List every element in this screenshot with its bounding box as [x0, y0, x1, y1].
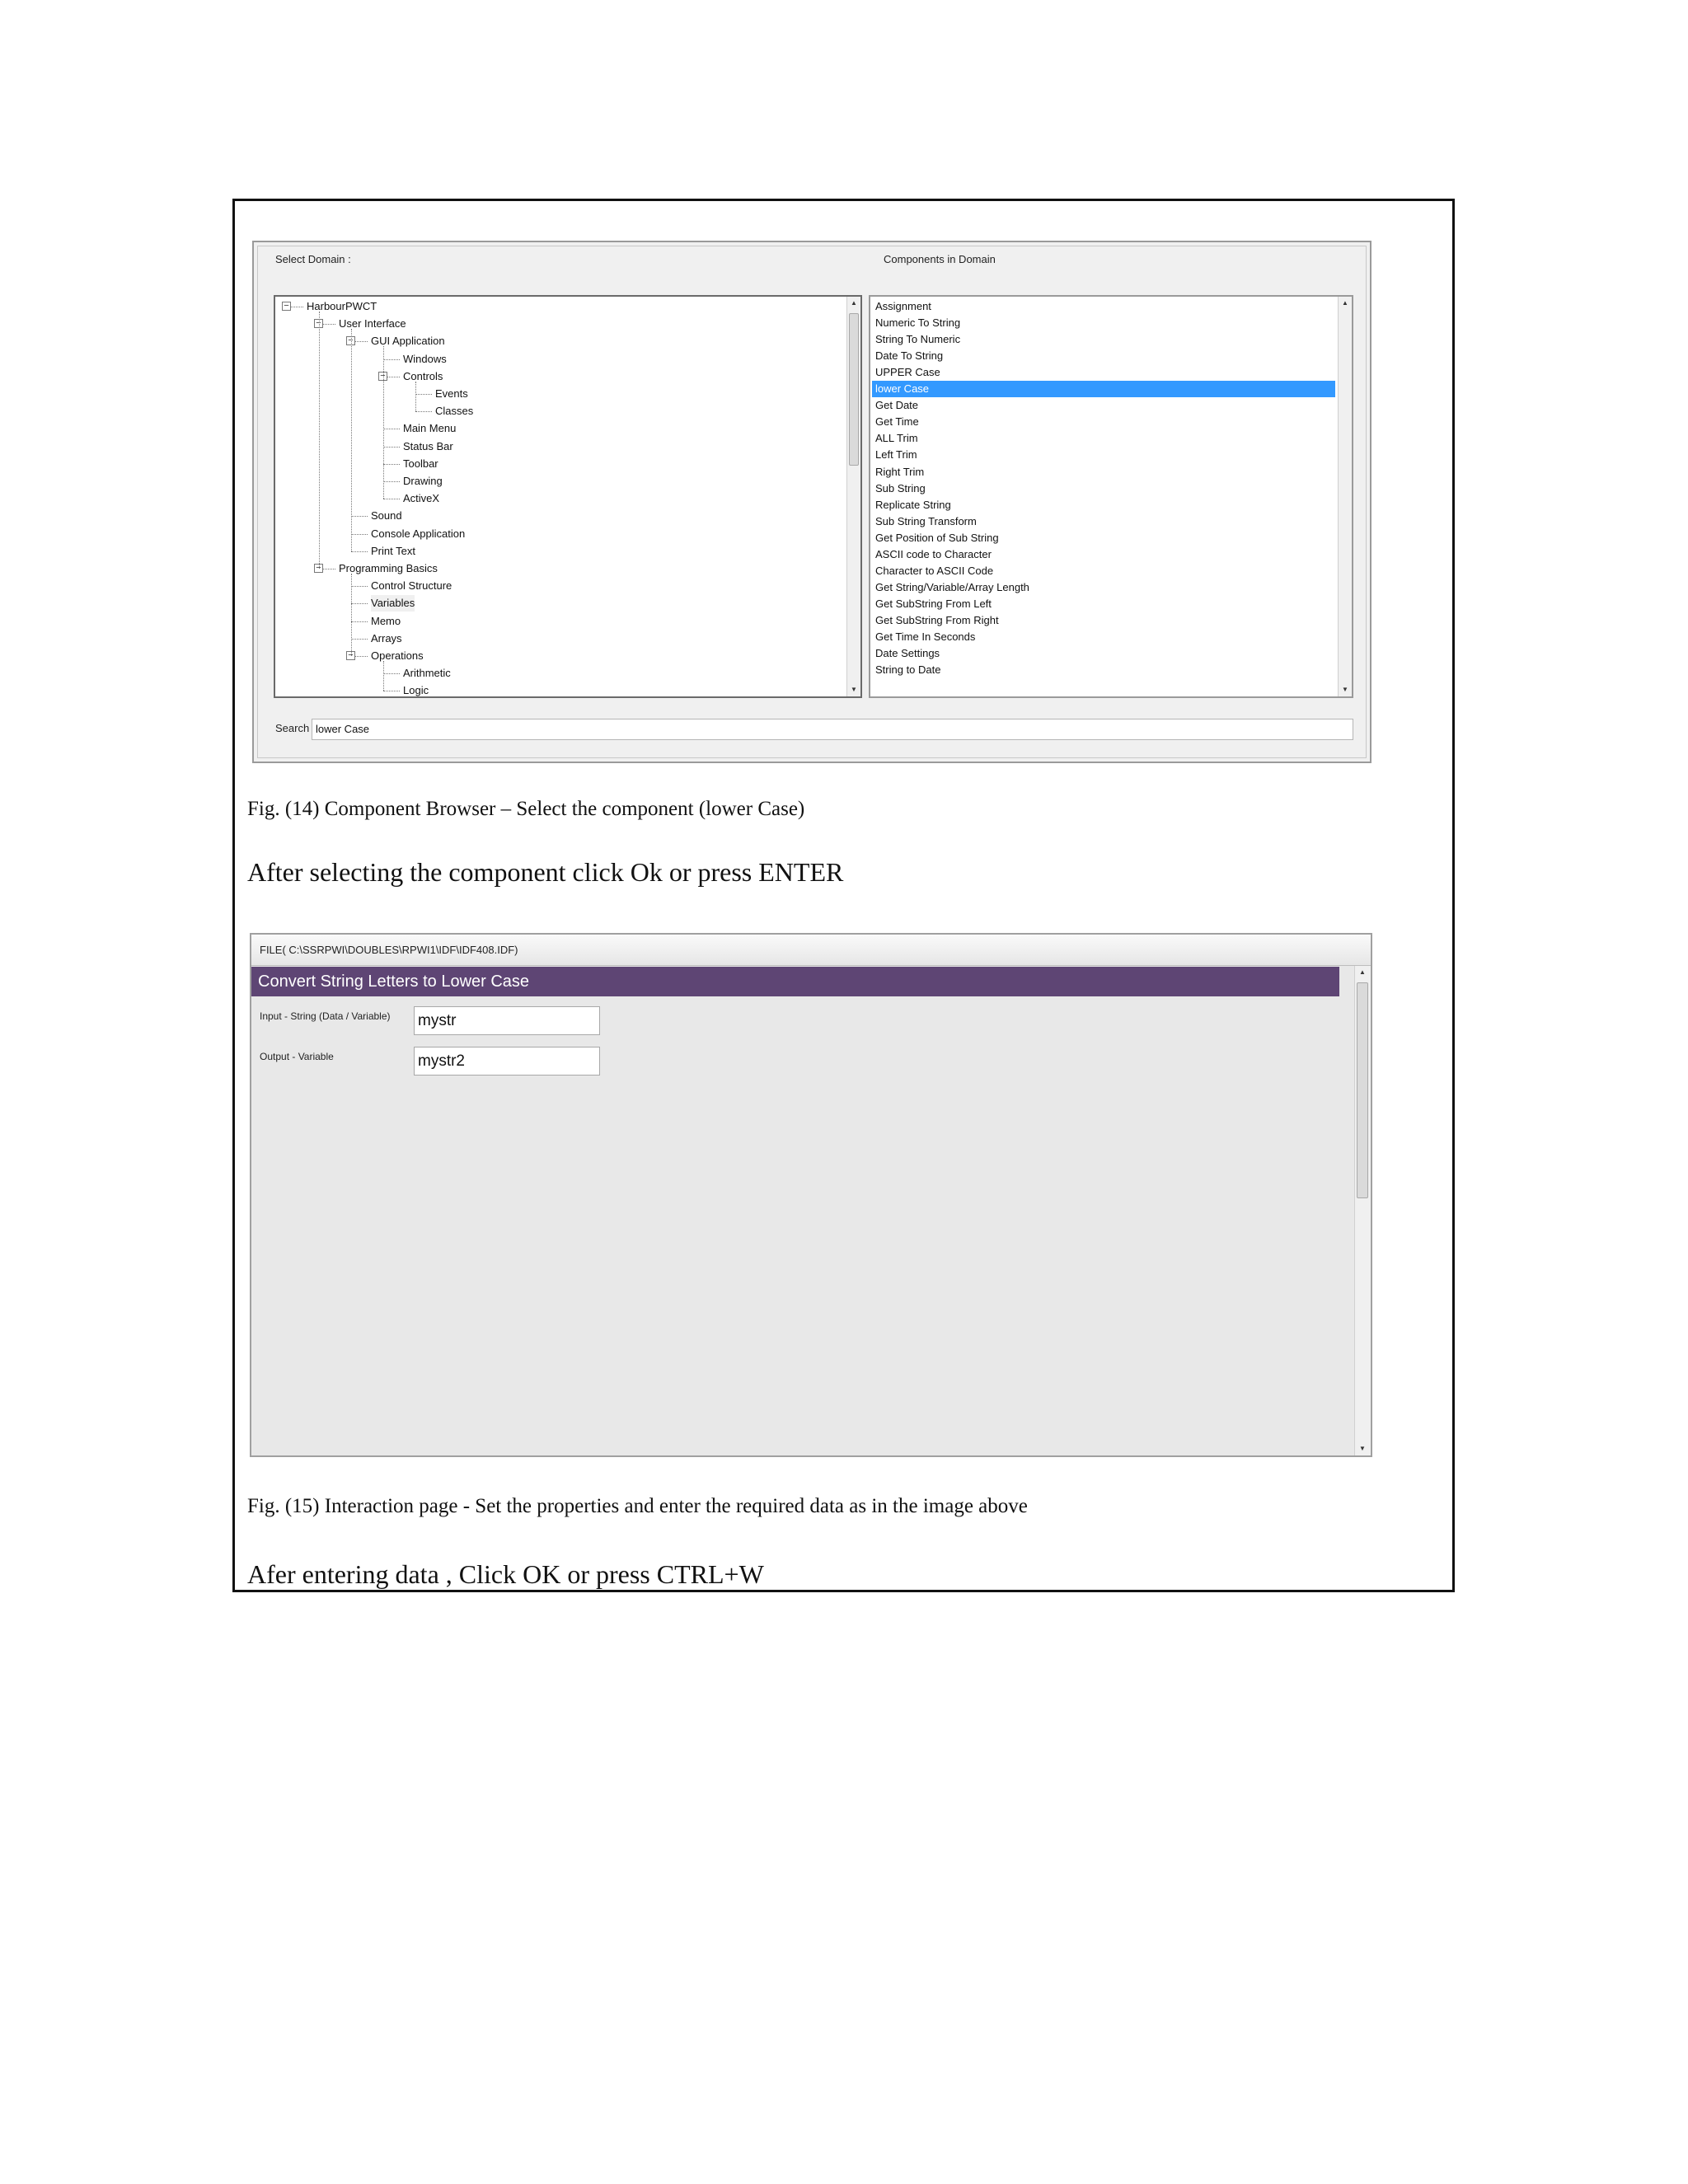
tree-scroll-thumb[interactable]: [849, 313, 859, 466]
tree-guide-line: [351, 574, 352, 656]
tree-connector: [351, 621, 368, 622]
tree-node-label: Arithmetic: [403, 667, 451, 680]
dialog-scroll-thumb[interactable]: [1357, 982, 1368, 1198]
tree-connector: [383, 464, 400, 465]
tree-connector: [383, 447, 400, 448]
minus-box-icon[interactable]: −: [346, 336, 355, 345]
component-list-item[interactable]: Replicate String: [875, 498, 951, 511]
minus-box-icon[interactable]: −: [282, 302, 291, 311]
arrow-down-icon[interactable]: ▼: [851, 686, 857, 693]
tree-node-label: Main Menu: [403, 422, 457, 435]
arrow-down-icon[interactable]: ▼: [1342, 686, 1348, 693]
tree-scrollbar[interactable]: [846, 297, 860, 696]
component-browser: [252, 241, 1372, 763]
tree-guide-line: [383, 661, 384, 691]
tree-connector: [415, 394, 432, 395]
minus-box-icon[interactable]: −: [378, 372, 387, 381]
component-list-item[interactable]: Get Date: [875, 399, 919, 412]
minus-box-icon[interactable]: −: [314, 319, 323, 328]
tree-connector: [351, 516, 368, 517]
tree-guide-line: [319, 312, 320, 569]
arrow-up-icon[interactable]: ▲: [1342, 299, 1348, 307]
tree-connector: [351, 639, 368, 640]
tree-connector: [383, 481, 400, 482]
tree-node-label: Controls: [403, 369, 443, 382]
tree-node-label: ActiveX: [403, 492, 440, 505]
output-variable-label: Output - Variable: [260, 1051, 334, 1062]
tree-connector: [351, 551, 368, 552]
instruction-select: After selecting the component click Ok or press ENTER: [247, 857, 844, 887]
arrow-up-icon[interactable]: ▲: [851, 299, 857, 307]
tree-connector: [351, 603, 368, 604]
tree-node-label: Logic: [403, 684, 429, 697]
component-list-item[interactable]: Date To String: [875, 349, 944, 363]
tree-node-label: Control Structure: [371, 579, 452, 593]
component-list-item[interactable]: Right Trim: [875, 465, 925, 478]
tree-node-label: Programming Basics: [339, 562, 438, 574]
tree-node-label: Drawing: [403, 475, 443, 487]
component-list-item[interactable]: Sub String: [875, 481, 926, 494]
components-list[interactable]: [869, 295, 1353, 698]
interaction-page: [250, 933, 1372, 1457]
component-list-item[interactable]: Get SubString From Left: [875, 597, 992, 610]
components-scrollbar[interactable]: [1338, 297, 1352, 696]
dialog-scrollbar[interactable]: [1354, 966, 1371, 1455]
tree-node-label: Status Bar: [403, 439, 453, 452]
component-list-item[interactable]: Get Time In Seconds: [875, 630, 976, 643]
tree-connector: [351, 586, 368, 587]
instruction-enter: Afer entering data , Click OK or press CTRL+W: [247, 1559, 764, 1589]
domain-tree[interactable]: [274, 295, 862, 698]
minus-box-icon[interactable]: −: [346, 651, 355, 660]
component-list-item[interactable]: Get Position of Sub String: [875, 531, 999, 544]
fig14-caption: Fig. (14) Component Browser – Select the component (lower Case): [247, 798, 805, 820]
tree-node-label: Variables: [371, 595, 415, 612]
tree-node-label: Operations: [371, 649, 424, 662]
tree-connector: [351, 534, 368, 535]
tree-node-label: Print Text: [371, 544, 415, 557]
component-list-item[interactable]: Get SubString From Right: [875, 613, 999, 626]
tree-node-label: HarbourPWCT: [307, 300, 377, 312]
component-list-item[interactable]: UPPER Case: [875, 366, 940, 379]
output-variable-field[interactable]: mystr2: [414, 1047, 600, 1076]
tree-node-label: Events: [435, 387, 468, 400]
tree-guide-line: [383, 346, 384, 499]
fig15-caption: Fig. (15) Interaction page - Set the properties and enter the required data as in the image above: [247, 1495, 1028, 1517]
tree-node-label: Windows: [403, 352, 447, 365]
component-list-item[interactable]: Numeric To String: [875, 316, 961, 330]
tree-node-label: Arrays: [371, 631, 402, 644]
tree-node-label: Classes: [435, 405, 474, 418]
tree-node-label: Sound: [371, 509, 402, 523]
tree-node-label: Toolbar: [403, 457, 438, 470]
select-domain-label: Select Domain :: [275, 253, 351, 265]
minus-box-icon[interactable]: −: [314, 564, 323, 573]
file-path-bar: FILE( C:\SSRPWI\DOUBLES\RPWI1\IDF\IDF408.IDF): [251, 935, 1371, 966]
component-list-item[interactable]: Left Trim: [875, 448, 917, 462]
arrow-down-icon[interactable]: ▼: [1359, 1445, 1366, 1452]
component-list-item[interactable]: lower Case: [872, 381, 1335, 397]
dialog-title: Convert String Letters to Lower Case: [251, 967, 1339, 996]
component-list-item[interactable]: Assignment: [875, 300, 931, 312]
tree-node-label: Console Application: [371, 527, 466, 540]
component-list-item[interactable]: String To Numeric: [875, 333, 961, 346]
tree-node-label: User Interface: [339, 317, 406, 330]
tree-guide-line: [351, 329, 352, 551]
input-string-label: Input - String (Data / Variable): [260, 1010, 391, 1022]
component-list-item[interactable]: ALL Trim: [875, 432, 918, 445]
tree-connector: [383, 673, 400, 674]
input-string-field[interactable]: mystr: [414, 1006, 600, 1035]
arrow-up-icon[interactable]: ▲: [1359, 968, 1366, 976]
component-list-item[interactable]: Get Time: [875, 415, 919, 429]
component-list-item[interactable]: Date Settings: [875, 647, 940, 660]
tree-guide-line: [415, 382, 416, 411]
tree-connector: [415, 411, 432, 412]
component-list-item[interactable]: String to Date: [875, 663, 941, 677]
search-label: Search: [275, 722, 310, 734]
tree-node-label: Memo: [371, 614, 401, 627]
component-list-item[interactable]: Character to ASCII Code: [875, 564, 994, 577]
search-input[interactable]: lower Case: [312, 719, 1353, 740]
component-list-item[interactable]: Sub String Transform: [875, 514, 977, 527]
tree-node-label: GUI Application: [371, 335, 445, 348]
component-list-item[interactable]: ASCII code to Character: [875, 547, 992, 560]
component-list-item[interactable]: Get String/Variable/Array Length: [875, 580, 1029, 593]
components-label: Components in Domain: [884, 253, 996, 265]
tree-connector: [383, 359, 400, 360]
